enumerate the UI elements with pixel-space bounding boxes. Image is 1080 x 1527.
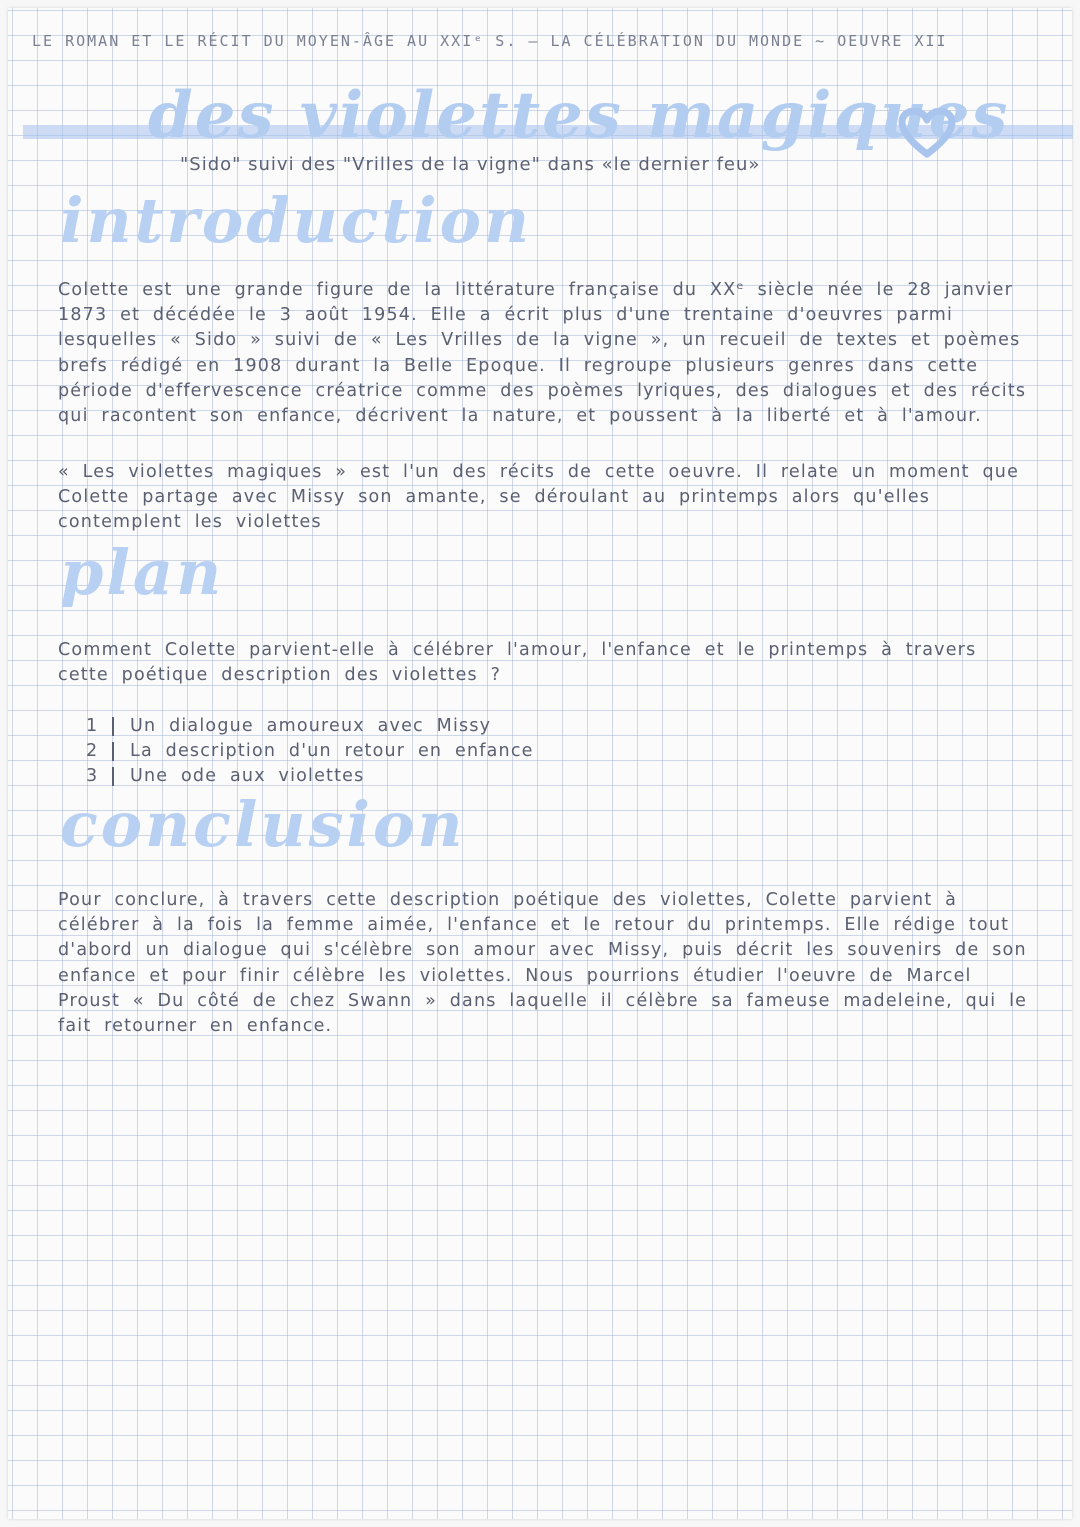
plan-item xyxy=(86,714,534,739)
plan-item-divider xyxy=(112,767,114,786)
plan-heading: plan xyxy=(60,536,225,609)
plan-list xyxy=(86,714,534,789)
work-reference: "Sido" suivi des "Vrilles de la vigne" dans «le dernier feu» xyxy=(180,154,761,175)
notebook-page xyxy=(8,8,1072,1519)
introduction-heading: introduction xyxy=(60,184,533,257)
conclusion-heading: conclusion xyxy=(60,788,466,861)
plan-item-text: Une ode aux violettes xyxy=(130,766,365,786)
plan-item-divider xyxy=(112,742,114,761)
conclusion-paragraph: Pour conclure, à travers cette description poétique des violettes, Colette parvient à célébrer à la fois la femme aimée, l'enfance et le retour du printemps. Elle rédige tout d'abord un dialogue qui s'célèbre son amour avec Missy, puis décrit les souvenirs de son enfance et pour finir célèbre les violettes. Nous pourrions étudier l'oeuvre de Marcel Proust « Du côté de chez Swann » dans laquelle il célèbre sa fameuse madeleine, qui le fait retourner en enfance. xyxy=(58,890,1028,1037)
introduction-paragraph-1: Colette est une grande figure de la littérature française du XXᵉ siècle née le 28 janvier 1873 et décédée le 3 août 1954. Elle a écrit plus d'une trentaine d'oeuvres parmi lesquelles « Sido » suivi de « Les Vrilles de la vigne », un recueil de textes et poèmes brefs rédigé en 1908 durant la Belle Epoque. Il regroupe plusieurs genres dans cette période d'effervescence créatrice comme des poèmes lyriques, des dialogues et des récits qui racontent son enfance, décrivent la nature, et poussent à la liberté et à l'amour. xyxy=(58,280,1027,427)
plan-item-text: Un dialogue amoureux avec Missy xyxy=(130,716,492,736)
plan-item xyxy=(86,739,534,764)
heart-icon xyxy=(898,108,956,158)
introduction-paragraph-2: « Les violettes magiques » est l'un des récits de cette oeuvre. Il relate un moment que Colette partage avec Missy son amante, se déroulant au printemps alors qu'elles contemplent les violettes xyxy=(58,462,1020,533)
plan-item xyxy=(86,764,534,789)
page-header: LE ROMAN ET LE RÉCIT DU MOYEN-ÂGE AU XXIᵉ S. – LA CÉLÉBRATION DU MONDE ~ OEUVRE XII xyxy=(32,32,948,50)
plan-item-divider xyxy=(112,717,114,736)
plan-question: Comment Colette parvient-elle à célébrer l'amour, l'enfance et le printemps à travers cette poétique description des violettes ? xyxy=(58,640,977,686)
plan-item-number: 2 xyxy=(86,741,99,761)
plan-item-number: 3 xyxy=(86,766,99,786)
plan-item-number: 1 xyxy=(86,716,99,736)
page-title: des violettes magiques xyxy=(148,78,1010,153)
plan-item-text: La description d'un retour en enfance xyxy=(130,741,534,761)
